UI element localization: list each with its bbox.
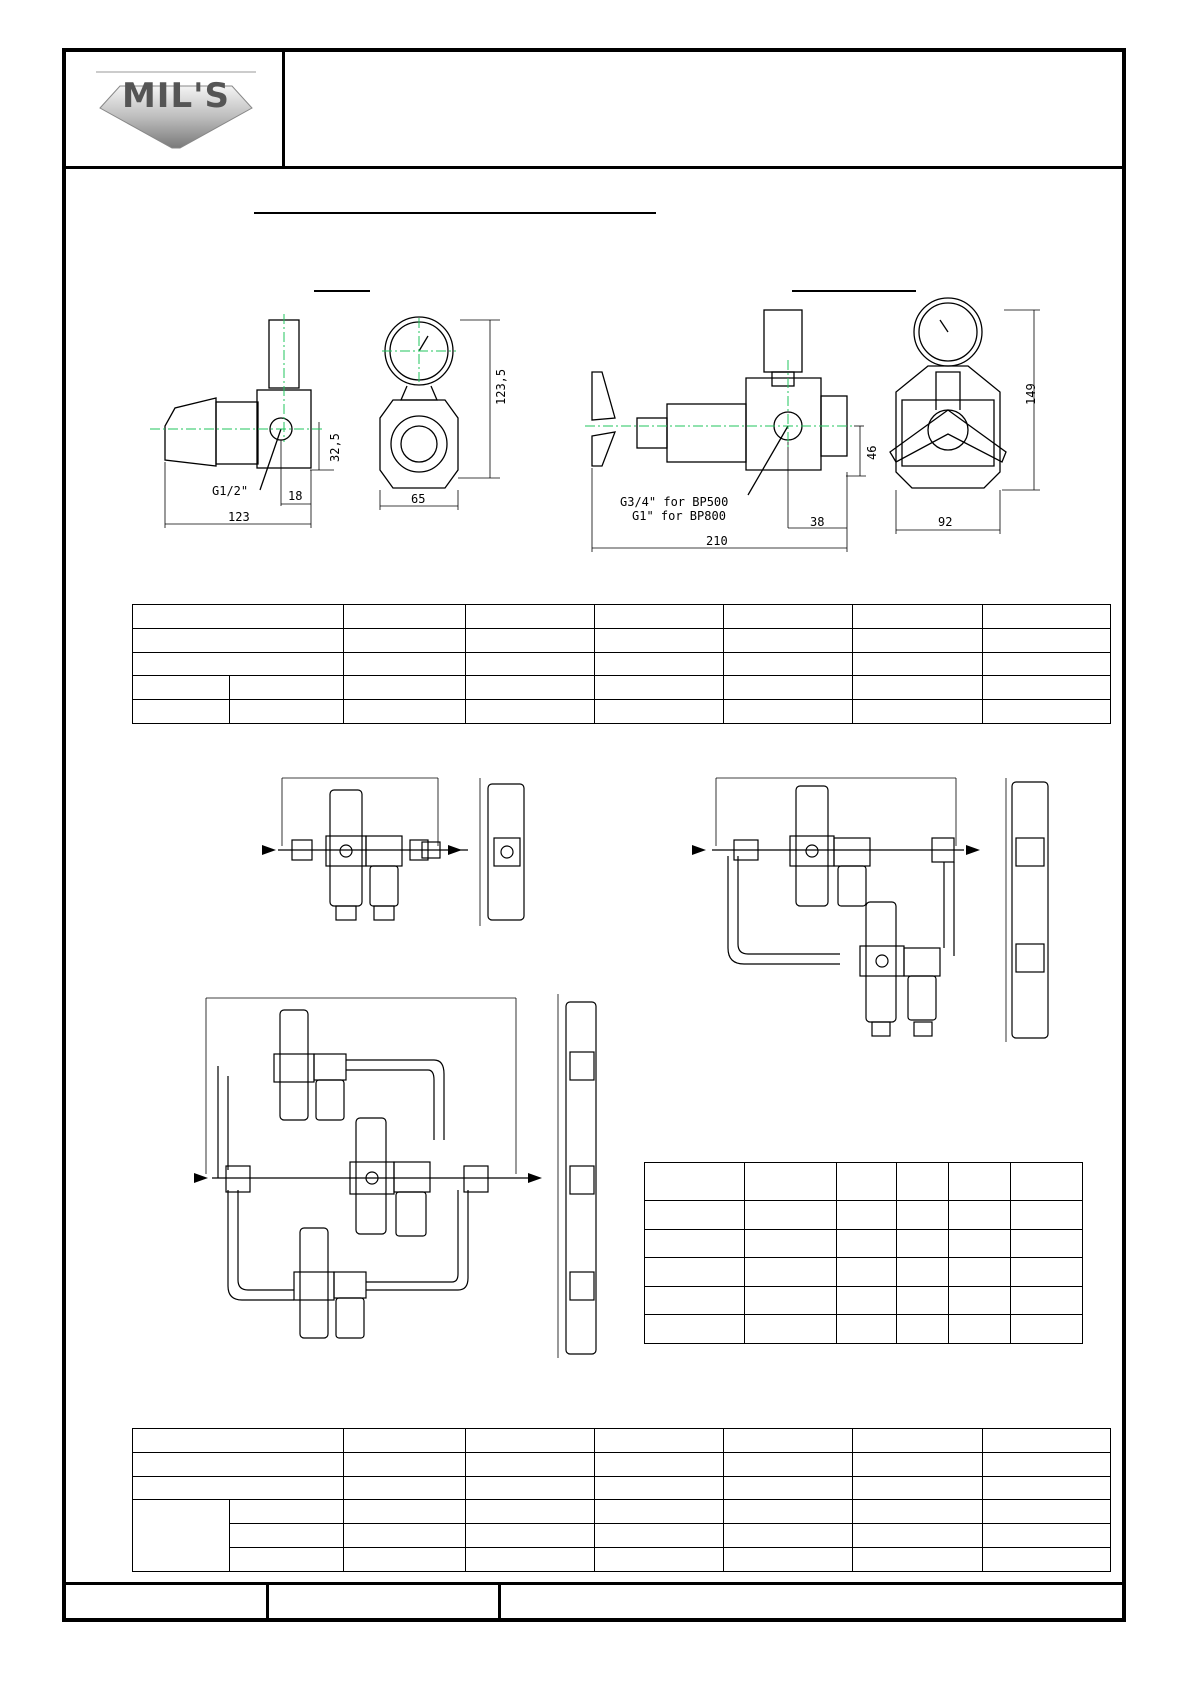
large-regulator-heading-underline [792,290,916,292]
header-title [300,90,1100,130]
assembly-dimension-table [644,1162,1083,1344]
single-axis-height-label: 32,5 [328,433,342,462]
header-logo-divider [282,48,285,168]
large-regulator-drawing [590,300,1050,552]
single-connection-label: G1/2" [212,484,249,498]
large-connection-bp500-label: G3/4" for BP500 [620,495,729,509]
triple-line-assembly-drawing [188,990,628,1362]
single-height-label: 123,5 [494,368,508,405]
assembly-spec-table [132,1428,1111,1572]
logo-text: MIL'S [121,76,231,116]
footer-divider [62,1582,1126,1585]
single-line-assembly-drawing [258,776,538,928]
single-regulator-drawing [160,310,520,540]
single-width-label: 65 [411,492,426,506]
large-length-label: 210 [706,534,728,548]
single-regulator-heading-underline [314,290,370,292]
single-length-label: 123 [228,510,250,524]
large-height-label: 149 [1024,383,1038,405]
large-axis-height-label: 46 [865,445,879,460]
regulator-spec-table [132,604,1111,724]
footer-divider-2 [498,1582,501,1622]
single-offset-label: 18 [288,489,303,503]
header-divider [62,166,1126,169]
large-offset-label: 38 [810,515,825,529]
footer-divider-1 [266,1582,269,1622]
large-width-label: 92 [938,515,953,529]
section-heading-underline [254,212,656,214]
bypass-assembly-drawing [688,776,1068,1046]
company-logo [96,68,256,152]
large-connection-bp800-label: G1" for BP800 [632,509,726,523]
